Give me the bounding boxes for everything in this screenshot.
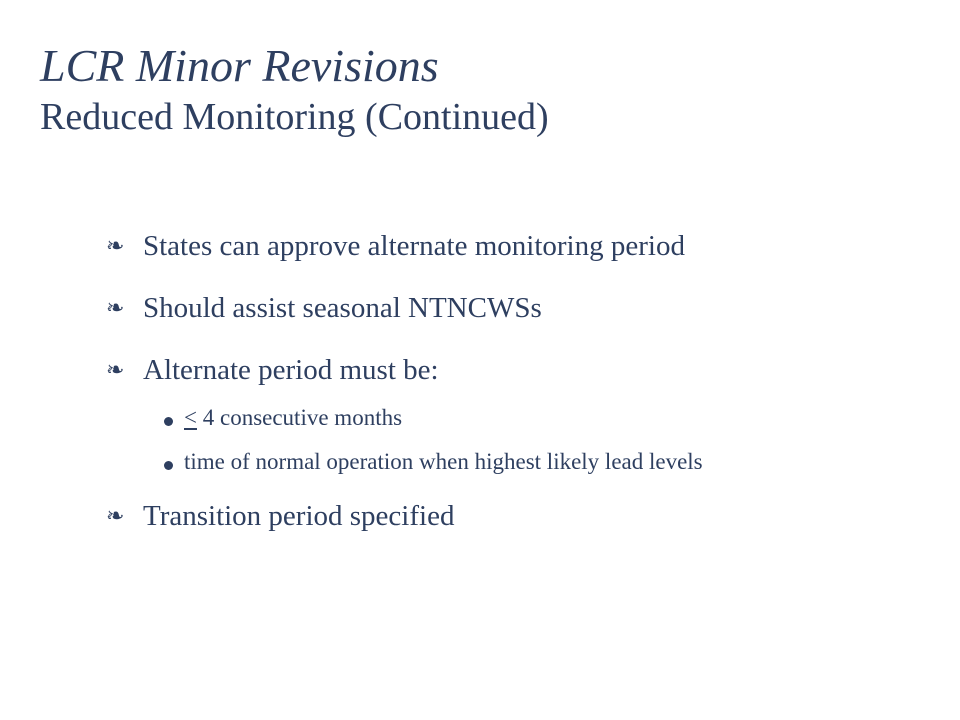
bullet-text: Alternate period must be:	[143, 354, 439, 386]
fleuron-icon: ❧	[106, 357, 125, 382]
bullet-item	[106, 350, 886, 390]
slide-title: LCR Minor Revisions	[40, 40, 439, 91]
sub-bullet-text: time of normal operation when highest likely lead levels	[184, 449, 703, 474]
bullet-text: Transition period specified	[143, 500, 455, 532]
sub-bullet-list	[106, 402, 886, 478]
bullet-item	[106, 226, 886, 266]
bullet-text: States can approve alternate monitoring period	[143, 230, 685, 262]
sub-bullet-group	[106, 402, 886, 478]
bullet-item	[106, 496, 886, 536]
sub-bullet-item	[164, 446, 886, 478]
title-block	[40, 38, 920, 140]
sub-bullet-text-rest: 4 consecutive months	[196, 405, 403, 430]
fleuron-icon: ❧	[106, 233, 125, 258]
fleuron-icon: ❧	[106, 503, 125, 528]
bullet-text: Should assist seasonal NTNCWSs	[143, 292, 542, 324]
slide-subtitle: Reduced Monitoring (Continued)	[40, 96, 549, 138]
dot-icon	[164, 446, 184, 478]
less-than-or-equal-symbol: <	[184, 405, 197, 430]
fleuron-icon: ❧	[106, 295, 125, 320]
sub-bullet-item	[164, 402, 886, 434]
dot-icon	[164, 402, 184, 434]
bullet-item	[106, 288, 886, 328]
sub-bullet-text	[184, 402, 834, 434]
bullet-list	[106, 226, 886, 558]
